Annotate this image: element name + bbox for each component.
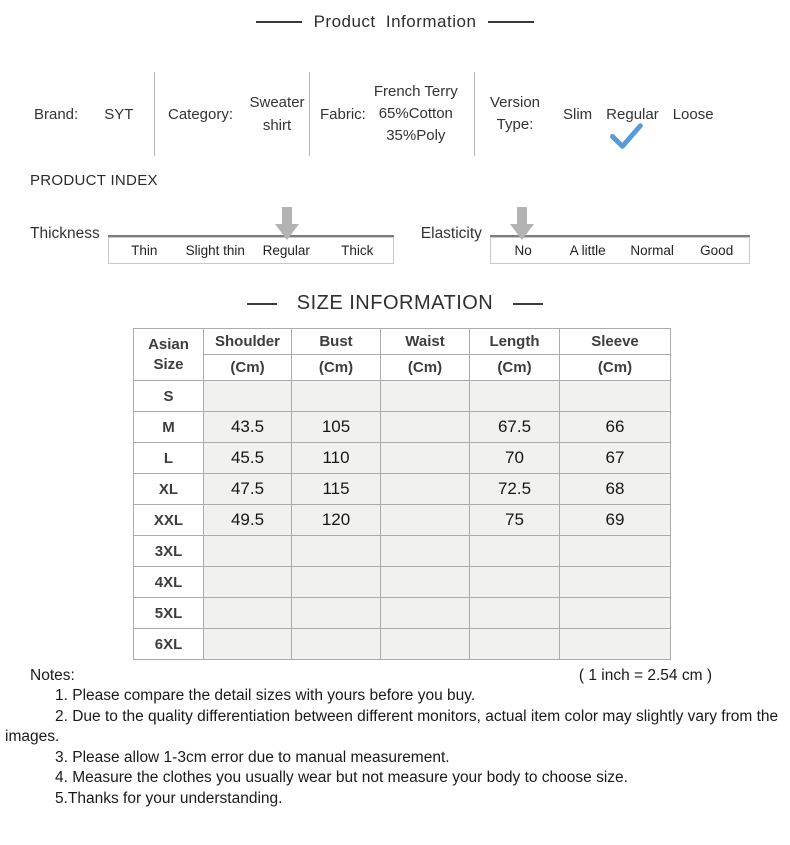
note-item: 5.Thanks for your understanding. (55, 789, 283, 807)
size-cell-4xl: 4XL (134, 567, 204, 598)
table-row (134, 412, 671, 443)
size-table (133, 328, 671, 660)
value-cell: 120 (292, 505, 381, 536)
value-cell (381, 505, 470, 536)
title-right-dash (488, 21, 534, 23)
value-cell (560, 567, 671, 598)
notes-list (0, 686, 790, 809)
value-cell: 70 (470, 443, 560, 474)
value-cell (204, 629, 292, 660)
product-index-scales (0, 211, 790, 264)
size-title-right-dash (513, 303, 543, 305)
brand-value: SYT (104, 105, 134, 123)
size-cell-s: S (134, 381, 204, 412)
version-option-regular: Regular (606, 106, 659, 123)
scale-option-a-little: A little (569, 243, 606, 258)
value-cell: 67.5 (470, 412, 560, 443)
notes-section (0, 665, 790, 809)
value-cell: 45.5 (204, 443, 292, 474)
value-cell (470, 567, 560, 598)
column-unit-waist: (Cm) (381, 355, 470, 381)
version-type-label: Version Type: (489, 94, 541, 133)
table-row (134, 443, 671, 474)
column-header-asian-size (134, 329, 204, 381)
page-title: Product Information (313, 12, 477, 31)
value-cell (381, 629, 470, 660)
scale-option-thick: Thick (341, 243, 374, 258)
version-option-slim: Slim (563, 105, 593, 123)
value-cell (204, 598, 292, 629)
title-left-dash (256, 21, 302, 23)
brand-label: Brand: (34, 105, 79, 123)
elasticity-track (490, 211, 750, 264)
version-options (563, 106, 714, 123)
table-row (134, 629, 671, 660)
value-cell (381, 536, 470, 567)
size-cell-l: L (134, 443, 204, 474)
value-cell: 67 (560, 443, 671, 474)
value-cell: 105 (292, 412, 381, 443)
table-row (134, 505, 671, 536)
size-cell-xl: XL (134, 474, 204, 505)
version-type-group (475, 72, 714, 156)
value-cell: 72.5 (470, 474, 560, 505)
size-cell-m: M (134, 412, 204, 443)
inch-conversion: ( 1 inch = 2.54 cm ) (578, 667, 712, 684)
notes-label: Notes: (30, 667, 75, 684)
value-cell (292, 536, 381, 567)
column-header-sleeve: Sleeve (560, 329, 671, 355)
column-unit-shoulder: (Cm) (204, 355, 292, 381)
value-cell (381, 474, 470, 505)
size-table-header (134, 329, 671, 381)
column-header-shoulder: Shoulder (204, 329, 292, 355)
value-cell: 115 (292, 474, 381, 505)
value-cell: 47.5 (204, 474, 292, 505)
asian-size-line: Asian (148, 335, 189, 353)
value-cell (292, 567, 381, 598)
value-cell (204, 567, 292, 598)
value-cell (560, 598, 671, 629)
value-cell (292, 629, 381, 660)
value-cell: 66 (560, 412, 671, 443)
value-cell: 69 (560, 505, 671, 536)
fabric-value-line: French Terry (373, 83, 458, 100)
fabric-label: Fabric: (320, 105, 366, 123)
thickness-options (108, 237, 394, 264)
column-header-bust: Bust (292, 329, 381, 355)
value-cell: 68 (560, 474, 671, 505)
size-information-title-row (0, 292, 790, 315)
value-cell (292, 598, 381, 629)
thickness-scale (30, 211, 394, 264)
value-cell (204, 381, 292, 412)
note-item: 1. Please compare the detail sizes with yours before you buy. (55, 687, 476, 704)
category-value: Sweater shirt (249, 94, 305, 134)
size-cell-5xl: 5XL (134, 598, 204, 629)
fabric-group (310, 72, 474, 156)
down-arrow-icon (509, 207, 535, 241)
scale-option-regular: Regular (262, 243, 310, 258)
header-row-units (134, 355, 671, 381)
fabric-value-line: 35%Poly (386, 127, 446, 144)
down-arrow-icon (274, 207, 300, 241)
value-cell (560, 536, 671, 567)
value-cell: 110 (292, 443, 381, 474)
scale-option-good: Good (700, 243, 734, 258)
asian-size-line: Size (153, 355, 184, 373)
column-header-length: Length (470, 329, 560, 355)
column-unit-bust: (Cm) (292, 355, 381, 381)
note-item: 2. Due to the quality differentiation between different monitors, actual item color may slightly vary from the images. (5, 707, 779, 745)
value-cell (381, 443, 470, 474)
elasticity-options (490, 237, 750, 264)
category-label: Category: (168, 105, 234, 123)
value-cell: 75 (470, 505, 560, 536)
fabric-value (374, 81, 458, 147)
elasticity-label: Elasticity (420, 225, 482, 242)
value-cell (292, 381, 381, 412)
category-group (155, 72, 309, 156)
table-row (134, 474, 671, 505)
value-cell: 49.5 (204, 505, 292, 536)
scale-option-slight-thin: Slight thin (185, 243, 245, 258)
attributes-row (0, 72, 790, 156)
product-index-heading: PRODUCT INDEX (30, 172, 158, 189)
size-information-title: SIZE INFORMATION (296, 292, 494, 314)
scale-option-normal: Normal (630, 243, 674, 258)
column-header-waist: Waist (381, 329, 470, 355)
size-cell-6xl: 6XL (134, 629, 204, 660)
fabric-value-line: 65%Cotton (378, 105, 453, 122)
value-cell (470, 381, 560, 412)
value-cell (560, 629, 671, 660)
notes-header (0, 665, 790, 686)
table-row (134, 381, 671, 412)
thickness-track (108, 211, 394, 264)
thickness-label: Thickness (30, 225, 100, 242)
size-cell-xxl: XXL (134, 505, 204, 536)
value-cell (381, 381, 470, 412)
header-row-titles (134, 329, 671, 355)
version-option-loose: Loose (672, 105, 714, 123)
value-cell (560, 381, 671, 412)
value-cell (381, 567, 470, 598)
size-title-left-dash (247, 303, 277, 305)
value-cell (381, 598, 470, 629)
value-cell: 43.5 (204, 412, 292, 443)
checkmark-icon (607, 123, 645, 150)
brand-group (34, 72, 154, 156)
value-cell (470, 629, 560, 660)
table-row (134, 598, 671, 629)
scale-option-no: No (514, 243, 532, 258)
value-cell (470, 598, 560, 629)
note-item: 3. Please allow 1-3cm error due to manual measurement. (55, 748, 450, 766)
scale-option-thin: Thin (131, 243, 158, 258)
column-unit-length: (Cm) (470, 355, 560, 381)
value-cell (204, 536, 292, 567)
value-cell (470, 536, 560, 567)
note-item: 4. Measure the clothes you usually wear but not measure your body to choose size. (55, 769, 628, 786)
column-unit-sleeve: (Cm) (560, 355, 671, 381)
elasticity-scale (421, 211, 750, 264)
size-table-body (134, 381, 671, 660)
table-row (134, 567, 671, 598)
page-title-row (0, 0, 790, 32)
value-cell (381, 412, 470, 443)
table-row (134, 536, 671, 567)
size-cell-3xl: 3XL (134, 536, 204, 567)
